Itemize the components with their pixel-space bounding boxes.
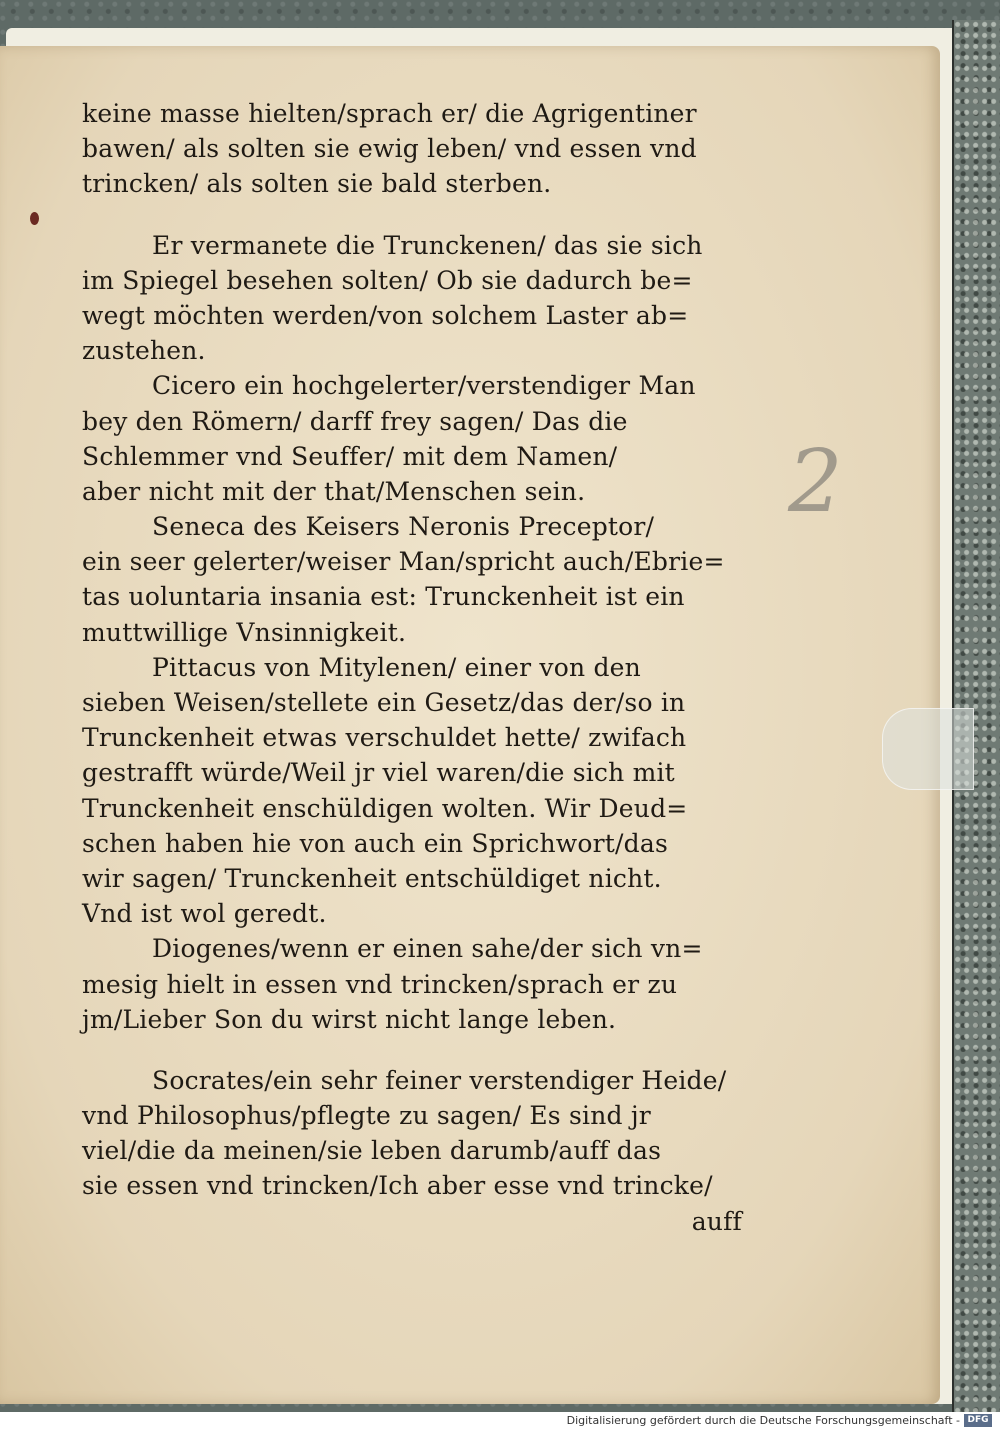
text-line: gestrafft würde/Weil jr viel waren/die sich mit xyxy=(82,758,675,788)
text-line: sieben Weisen/stellete ein Gesetz/das der/so in xyxy=(82,688,686,717)
margin-signature-mark: 2 xyxy=(788,432,843,532)
transparent-tab xyxy=(882,708,974,790)
text-line: Pittacus von Mitylenen/ einer von den xyxy=(152,652,641,682)
text-line: Diogenes/wenn er einen sahe/der sich vn= xyxy=(152,934,703,964)
text-line: viel/die da meinen/sie leben darumb/auff das xyxy=(82,1136,662,1166)
catchword: auff xyxy=(691,1206,742,1236)
text-line: trincken/ als solten sie bald sterben. xyxy=(82,169,552,199)
text-line: Seneca des Keisers Neronis Preceptor/ xyxy=(152,512,655,542)
text-line: Cicero ein hochgelerter/verstendiger Man xyxy=(152,371,696,401)
text-line: vnd Philosophus/pflegte zu sagen/ Es sind jr xyxy=(82,1101,651,1131)
ink-spot xyxy=(30,212,39,225)
dfg-logo: DFG xyxy=(964,1414,992,1427)
text-line: muttwillige Vnsinnigkeit. xyxy=(82,617,407,647)
digitization-credit: Digitalisierung gefördert durch die Deutsche Forschungsgemeinschaft - xyxy=(566,1414,960,1427)
text-line: mesig hielt in essen vnd trincken/sprach er zu xyxy=(82,969,678,999)
text-line: wir sagen/ Trunckenheit entschüldiget nicht. xyxy=(82,863,662,893)
text-line: bawen/ als solten sie ewig leben/ vnd essen vnd xyxy=(82,134,697,164)
text-line: keine masse hielten/sprach er/ die Agrigentiner xyxy=(82,99,697,128)
text-line: Er vermanete die Trunckenen/ das sie sich xyxy=(152,230,703,260)
text-line: wegt möchten werden/von solchem Laster ab= xyxy=(82,300,689,330)
text-line: bey den Römern/ darff frey sagen/ Das die xyxy=(82,406,628,436)
text-line: zustehen. xyxy=(82,336,206,366)
text-line: jm/Lieber Son du wirst nicht lange leben. xyxy=(82,1004,617,1034)
page-text xyxy=(82,96,742,1239)
text-line: ein seer gelerter/weiser Man/spricht auch/Ebrie= xyxy=(82,547,725,577)
text-line: Socrates/ein sehr feiner verstendiger Heide/ xyxy=(152,1065,727,1095)
footer-bar xyxy=(0,1412,1000,1431)
text-line: Trunckenheit enschüldigen wolten. Wir Deud= xyxy=(82,793,688,823)
text-line: sie essen vnd trincken/Ich aber esse vnd trincke/ xyxy=(82,1171,713,1201)
text-line: Trunckenheit etwas verschuldet hette/ zwifach xyxy=(82,723,687,753)
text-line: Vnd ist wol geredt. xyxy=(82,899,327,929)
text-line: tas uoluntaria insania est: Trunckenheit ist ein xyxy=(82,582,685,612)
text-line: schen haben hie von auch ein Sprichwort/das xyxy=(82,828,668,858)
text-line: im Spiegel besehen solten/ Ob sie dadurch be= xyxy=(82,265,693,295)
text-line: Schlemmer vnd Seuffer/ mit dem Namen/ xyxy=(82,441,618,471)
text-line: aber nicht mit der that/Menschen sein. xyxy=(82,476,586,506)
